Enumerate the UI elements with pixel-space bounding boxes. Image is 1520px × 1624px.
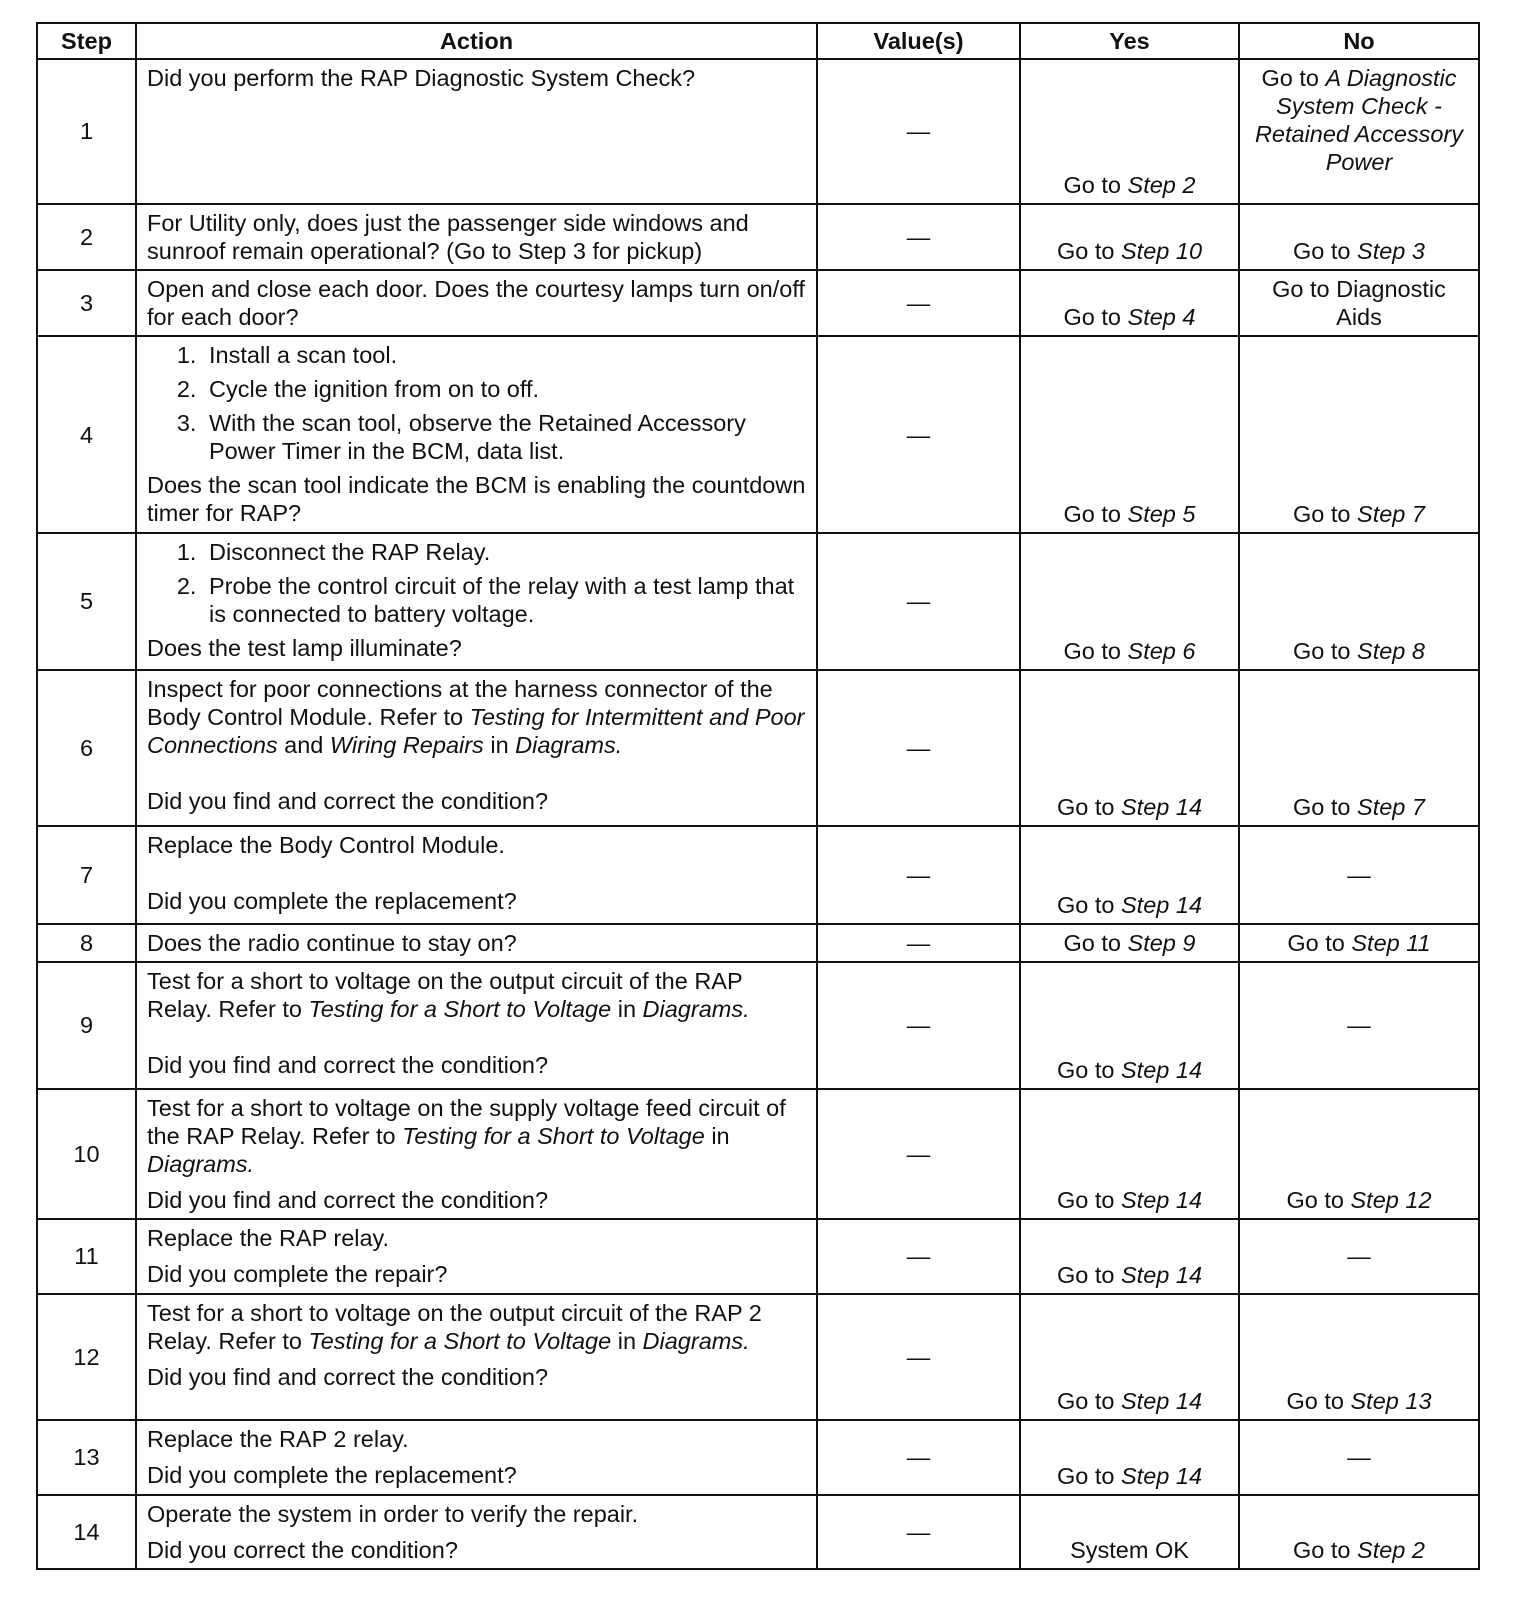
step-link[interactable]: Step 14 <box>1121 793 1203 820</box>
action-cell <box>136 204 817 270</box>
substep: 1. Disconnect the RAP Relay. <box>203 538 806 566</box>
step-number: 11 <box>37 1219 136 1293</box>
yes-cell: Go to Step 14 <box>1020 826 1239 924</box>
reference-link[interactable]: Testing for a Short to Voltage <box>402 1122 705 1149</box>
no-cell: Go to Step 13 <box>1239 1294 1479 1421</box>
substep: 1. Install a scan tool. <box>203 341 806 369</box>
yes-cell: Go to Step 14 <box>1020 1089 1239 1220</box>
step-number: 8 <box>37 924 136 962</box>
question-text: Did you complete the replacement? <box>147 887 517 914</box>
step-number: 10 <box>37 1089 136 1220</box>
substep-list <box>147 341 806 465</box>
section-link[interactable]: A Diagnostic System Check - Retained Accessory Power <box>1254 65 1464 175</box>
no-cell: Go to Step 7 <box>1239 336 1479 533</box>
diagnostic-aids-link[interactable]: Go to Diagnostic Aids <box>1272 275 1446 330</box>
substep: 2. Probe the control circuit of the relay with a test lamp that is connected to battery voltage. <box>203 572 806 628</box>
step-number: 1 <box>37 59 136 204</box>
yes-cell: Go to Step 9 <box>1020 924 1239 962</box>
step-link[interactable]: Step 13 <box>1350 1388 1432 1415</box>
step-link[interactable]: Step 3 <box>1357 237 1425 264</box>
action-cell <box>136 1420 817 1494</box>
yes-cell: Go to Step 14 <box>1020 1294 1239 1421</box>
step-link[interactable]: Step 12 <box>1350 1187 1432 1214</box>
table-row <box>37 670 1479 826</box>
reference-link[interactable]: Testing for a Short to Voltage <box>308 1327 612 1354</box>
value-cell: — <box>817 1495 1020 1569</box>
step-link[interactable]: Step 7 <box>1357 793 1425 820</box>
step-link[interactable]: Step 7 <box>1357 501 1425 528</box>
header-action: Action <box>136 23 817 59</box>
substep: 2. Cycle the ignition from on to off. <box>203 375 806 403</box>
step-link[interactable]: Step 14 <box>1121 1261 1203 1288</box>
step-link[interactable]: Step 2 <box>1357 1537 1425 1563</box>
table-row <box>37 1089 1479 1220</box>
table-row <box>37 533 1479 670</box>
reference-link[interactable]: Testing for Intermittent and Poor Connections <box>147 703 805 758</box>
step-link[interactable]: Step 4 <box>1127 304 1196 331</box>
yes-cell: Go to Step 5 <box>1020 336 1239 533</box>
question-text: Does the test lamp illuminate? <box>147 635 462 662</box>
step-number: 6 <box>37 670 136 826</box>
value-cell: — <box>817 1089 1020 1220</box>
no-cell: Go to Step 3 <box>1239 204 1479 270</box>
step-number: 4 <box>37 336 136 533</box>
no-cell: — <box>1239 962 1479 1089</box>
step-link[interactable]: Step 2 <box>1127 171 1196 198</box>
instruction-text: Replace the RAP 2 relay. <box>147 1426 409 1453</box>
substep: 3. With the scan tool, observe the Retained Accessory Power Timer in the BCM, data list. <box>203 409 806 465</box>
table-row <box>37 59 1479 204</box>
step-number: 12 <box>37 1294 136 1421</box>
action-cell <box>136 1219 817 1293</box>
no-cell: Go to A Diagnostic System Check - Retained Accessory Power <box>1239 59 1479 204</box>
step-link[interactable]: Step 14 <box>1121 1462 1203 1489</box>
step-number: 13 <box>37 1420 136 1494</box>
step-number: 2 <box>37 204 136 270</box>
question-text: Does the radio continue to stay on? <box>147 930 517 957</box>
yes-cell: Go to Step 14 <box>1020 1420 1239 1494</box>
question-text: Open and close each door. Does the courtesy lamps turn on/off for each door? <box>147 275 805 330</box>
table-row <box>37 1219 1479 1293</box>
reference-link[interactable]: Diagrams. <box>642 1327 750 1354</box>
value-cell: — <box>817 924 1020 962</box>
value-cell: — <box>817 270 1020 336</box>
no-cell: Go to Step 8 <box>1239 533 1479 670</box>
action-cell: Test for a short to voltage on the output circuit of the RAP 2 Relay. Refer to Testing for a Short to Voltage in Diagrams. Did you find and correct the condition? <box>136 1294 817 1421</box>
action-cell: Inspect for poor connections at the harness connector of the Body Control Module. Refer to Testing for Intermittent and Poor Connections and Wiring Repairs in Diagrams. Did you find and correct the condition? <box>136 670 817 826</box>
header-row <box>37 23 1479 59</box>
value-cell: — <box>817 204 1020 270</box>
value-cell: — <box>817 1219 1020 1293</box>
yes-cell: Go to Step 14 <box>1020 1219 1239 1293</box>
table-row <box>37 826 1479 924</box>
action-cell <box>136 533 817 670</box>
step-link[interactable]: Step 14 <box>1121 1056 1203 1083</box>
table-row <box>37 924 1479 962</box>
table-row <box>37 962 1479 1089</box>
system-ok-text: System OK <box>1070 1537 1189 1563</box>
value-cell: — <box>817 1420 1020 1494</box>
no-cell: Go to Step 7 <box>1239 670 1479 826</box>
no-cell: Go to Step 11 <box>1239 924 1479 962</box>
header-step: Step <box>37 23 136 59</box>
step-link[interactable]: Step 14 <box>1121 1388 1203 1415</box>
step-number: 9 <box>37 962 136 1089</box>
question-text: For Utility only, does just the passenger side windows and sunroof remain operational? (Go to Step 3 for pickup) <box>147 209 749 264</box>
header-yes: Yes <box>1020 23 1239 59</box>
value-cell: — <box>817 670 1020 826</box>
reference-link[interactable]: Wiring Repairs <box>329 731 484 758</box>
yes-cell: Go to Step 10 <box>1020 204 1239 270</box>
question-text: Did you complete the replacement? <box>147 1462 517 1489</box>
value-cell: — <box>817 533 1020 670</box>
value-cell: — <box>817 826 1020 924</box>
reference-link[interactable]: Diagrams. <box>147 1150 255 1177</box>
step-link[interactable]: Step 8 <box>1357 637 1425 664</box>
step-link[interactable]: Step 5 <box>1127 501 1196 528</box>
step-number: 7 <box>37 826 136 924</box>
value-cell: — <box>817 336 1020 533</box>
question-text: Did you find and correct the condition? <box>147 1052 549 1079</box>
question-text: Did you find and correct the condition? <box>147 1186 549 1213</box>
instruction-text: Operate the system in order to verify the repair. <box>147 1500 639 1527</box>
action-cell <box>136 826 817 924</box>
action-cell <box>136 59 817 204</box>
table-row <box>37 336 1479 533</box>
action-cell <box>136 270 817 336</box>
step-number: 3 <box>37 270 136 336</box>
no-cell: Go to Step 2 <box>1239 1495 1479 1569</box>
action-cell: Test for a short to voltage on the output circuit of the RAP Relay. Refer to Testing for a Short to Voltage in Diagrams. Did you find and correct the condition? <box>136 962 817 1089</box>
step-number: 14 <box>37 1495 136 1569</box>
question-text: Does the scan tool indicate the BCM is enabling the countdown timer for RAP? <box>147 472 806 527</box>
reference-link[interactable]: Diagrams. <box>642 996 750 1023</box>
action-cell <box>136 1495 817 1569</box>
table-row <box>37 204 1479 270</box>
instruction-text: Replace the Body Control Module. <box>147 831 505 858</box>
table-row <box>37 1420 1479 1494</box>
step-link[interactable]: Step 14 <box>1121 891 1203 918</box>
no-cell <box>1239 270 1479 336</box>
header-values: Value(s) <box>817 23 1020 59</box>
step-link[interactable]: Step 14 <box>1121 1187 1203 1214</box>
value-cell: — <box>817 59 1020 204</box>
table-row <box>37 1294 1479 1421</box>
yes-cell: Go to Step 14 <box>1020 962 1239 1089</box>
step-link[interactable]: Step 10 <box>1121 237 1203 264</box>
step-link[interactable]: Step 9 <box>1127 930 1196 957</box>
no-cell: Go to Step 12 <box>1239 1089 1479 1220</box>
value-cell: — <box>817 962 1020 1089</box>
substep-list <box>147 538 806 628</box>
question-text: Did you find and correct the condition? <box>147 787 549 814</box>
table-row <box>37 270 1479 336</box>
yes-cell: Go to Step 4 <box>1020 270 1239 336</box>
question-text: Did you correct the condition? <box>147 1536 458 1563</box>
header-no: No <box>1239 23 1479 59</box>
question-text: Did you perform the RAP Diagnostic System Check? <box>147 65 696 91</box>
no-cell: — <box>1239 826 1479 924</box>
step-link[interactable]: Step 6 <box>1127 637 1196 664</box>
yes-cell <box>1020 1495 1239 1569</box>
action-cell <box>136 924 817 962</box>
yes-cell: Go to Step 14 <box>1020 670 1239 826</box>
reference-link[interactable]: Diagrams. <box>515 731 623 758</box>
yes-cell: Go to Step 2 <box>1020 59 1239 204</box>
instruction-text: Replace the RAP relay. <box>147 1225 390 1252</box>
table-row <box>37 1495 1479 1569</box>
step-link[interactable]: Step 11 <box>1351 930 1431 957</box>
question-text: Did you complete the repair? <box>147 1261 448 1288</box>
step-number: 5 <box>37 533 136 670</box>
no-cell: — <box>1239 1420 1479 1494</box>
question-text: Did you find and correct the condition? <box>147 1363 549 1390</box>
yes-cell: Go to Step 6 <box>1020 533 1239 670</box>
value-cell: — <box>817 1294 1020 1421</box>
action-cell <box>136 336 817 533</box>
reference-link[interactable]: Testing for a Short to Voltage <box>308 996 612 1023</box>
diagnostic-table <box>36 22 1480 1570</box>
no-cell: — <box>1239 1219 1479 1293</box>
action-cell: Test for a short to voltage on the supply voltage feed circuit of the RAP Relay. Refer to Testing for a Short to Voltage in Diagrams. Did you find and correct the condition? <box>136 1089 817 1220</box>
